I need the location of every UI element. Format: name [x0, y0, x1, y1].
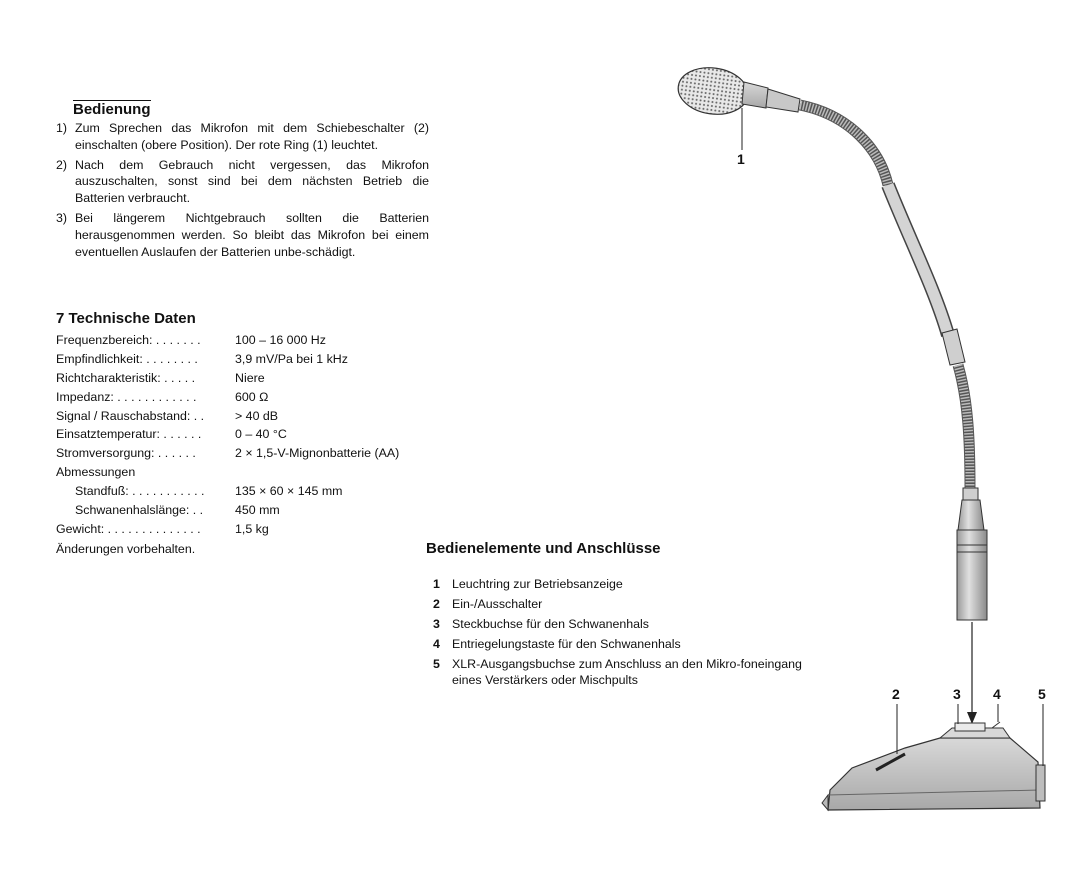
- spec-label: Gewicht: . . . . . . . . . . . . . .: [56, 521, 201, 536]
- spec-value: 450 mm: [235, 503, 280, 518]
- arrow-down-icon: [967, 712, 977, 724]
- spec-value: 100 – 16 000 Hz: [235, 333, 326, 347]
- spec-label: Einsatztemperatur: . . . . . .: [56, 427, 202, 442]
- mic-base: [822, 722, 1045, 810]
- spec-value: Niere: [235, 370, 265, 385]
- part-text: Entriegelungstaste für den Schwanenhals: [452, 637, 681, 651]
- spec-label: Standfuß: . . . . . . . . . . .: [75, 484, 205, 499]
- spec-value: 600 Ω: [235, 389, 269, 404]
- step-number: 3): [56, 210, 68, 225]
- spec-label: Schwanenhalslänge: . .: [75, 503, 204, 518]
- spec-label: Impedanz: . . . . . . . . . . . .: [56, 389, 197, 404]
- spec-label: Frequenzbereich: . . . . . . .: [56, 333, 201, 347]
- part-number: 3: [433, 617, 440, 631]
- callout-2: 2: [892, 686, 900, 702]
- spec-label: Richtcharakteristik: . . . . .: [56, 370, 196, 385]
- spec-label: Empfindlichkeit: . . . . . . . .: [56, 351, 198, 366]
- mic-head: [675, 63, 800, 118]
- spec-value: 1,5 kg: [235, 521, 269, 536]
- part-number: 4: [433, 637, 440, 651]
- spec-label: Abmessungen: [56, 465, 136, 480]
- step-number: 2): [56, 157, 68, 172]
- step-text: Zum Sprechen das Mikrofon mit dem Schiebeschalter (2) einschalten (obere Position). Der rote Ring (1) leuchtet.: [75, 121, 429, 152]
- xlr-plug: [957, 488, 987, 620]
- spec-value: > 40 dB: [235, 408, 279, 423]
- spec-value: 135 × 60 × 145 mm: [235, 484, 343, 499]
- controls-heading: Bedienelemente und Anschlüsse: [426, 540, 661, 557]
- callout-5: 5: [1038, 686, 1046, 702]
- operation-heading: Bedienung: [73, 101, 151, 118]
- part-text: XLR-Ausgangsbuchse zum Anschluss an den Mikro-foneingang eines Verstärkers oder Mischpults: [452, 657, 802, 687]
- callout-3: 3: [953, 686, 961, 702]
- part-number: 1: [433, 577, 440, 591]
- part-text: Leuchtring zur Betriebsanzeige: [452, 577, 623, 591]
- part-text: Ein-/Ausschalter: [452, 597, 543, 611]
- part-text: Steckbuchse für den Schwanenhals: [452, 617, 649, 631]
- callout-4: 4: [993, 686, 1001, 702]
- part-number: 5: [433, 657, 440, 671]
- spec-label: Stromversorgung: . . . . . .: [56, 446, 196, 461]
- spec-value: 3,9 mV/Pa bei 1 kHz: [235, 351, 348, 366]
- gooseneck-upper: [800, 105, 888, 185]
- spec-value: 2 × 1,5-V-Mignonbatterie (AA): [235, 446, 400, 461]
- spec-label: Signal / Rauschabstand: . .: [56, 408, 205, 423]
- step-number: 1): [56, 121, 68, 135]
- part-number: 2: [433, 597, 440, 611]
- changes-note: Änderungen vorbehalten.: [56, 542, 196, 556]
- callout-1: 1: [737, 151, 745, 167]
- step-text: Nach dem Gebrauch nicht vergessen, das Mikrofon auszuschalten, sonst sind bei dem nächsten Betrieb die Batterien verbraucht.: [75, 157, 429, 206]
- technical-heading: 7 Technische Daten: [56, 310, 196, 327]
- step-text: Bei längerem Nichtgebrauch sollten die Batterien herausgenommen werden. So bleibt das Mikrofon bei einem eventuellen Auslaufen der Batterien unbe-schädigt.: [75, 210, 429, 259]
- spec-value: 0 – 40 °C: [235, 427, 287, 442]
